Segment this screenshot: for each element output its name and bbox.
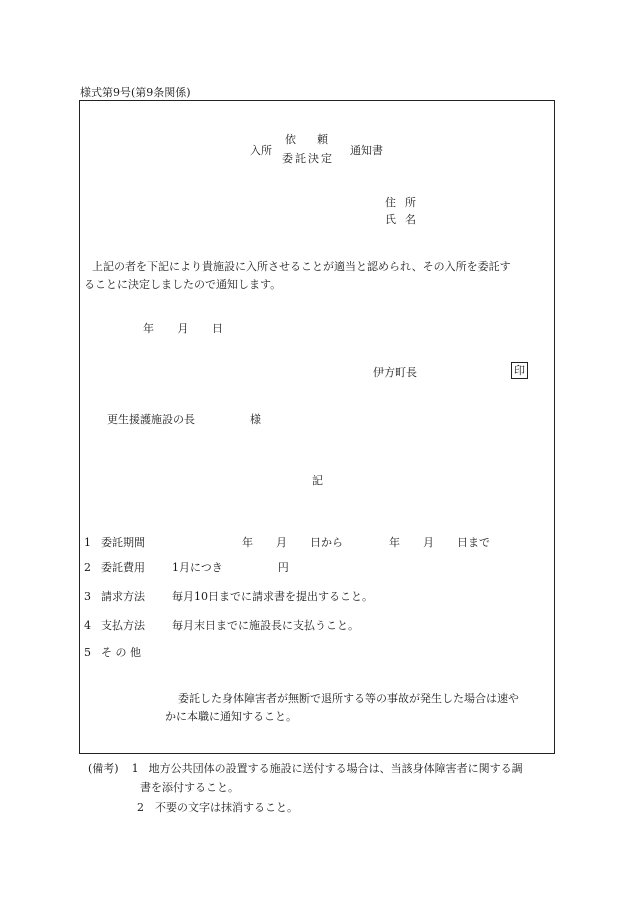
title-prefix: 入所 (250, 144, 272, 157)
remarks-line-1-continued: 書を添付すること。 (140, 781, 239, 794)
title-option-itaku-kettei: 委託決定 (282, 152, 334, 165)
remarks-text-2: 不要の文字は抹消すること。 (155, 801, 298, 814)
item-label: 支払方法 (101, 619, 145, 632)
body-text-line-1: 上記の者を下記により貴施設に入所させることが適当と認められ、その入所を委託す (92, 260, 511, 273)
form-number: 様式第9号(第9条関係) (80, 86, 191, 99)
addressee: 更生援護施設の長 (107, 413, 195, 426)
item-entrust-cost (84, 561, 289, 574)
remarks-number-1: 1 (131, 762, 139, 775)
item-label: 請求方法 (101, 590, 145, 603)
period-year-from: 年 (242, 536, 253, 549)
item-label: 委託期間 (101, 536, 145, 549)
item-value: 毎月10日までに請求書を提出すること。 (172, 590, 373, 603)
period-values (172, 536, 490, 549)
addressee-honorific: 様 (250, 413, 261, 426)
remarks-line-2 (137, 801, 298, 814)
remarks-text-1: 地方公共団体の設置する施設に送付する場合は、当該身体障害者に関する調 (148, 762, 523, 775)
remarks-number-2: 2 (137, 801, 144, 814)
period-month-to: 月 (423, 536, 434, 549)
item-number: 1 (84, 536, 91, 549)
item-value: 毎月末日までに施設長に支払うこと。 (172, 619, 359, 632)
title-option-irai: 依頼 (285, 133, 349, 146)
item-billing-method (84, 590, 373, 603)
period-day-from: 日から (310, 536, 343, 549)
seal-mark: 印 (511, 362, 528, 379)
body-text-line-2: ることに決定しましたので通知します。 (84, 278, 282, 291)
issue-date-line: 年 月 日 (143, 322, 223, 335)
address-label: 住所 (385, 196, 425, 209)
item-number: 5 (84, 646, 91, 659)
period-year-to: 年 (389, 536, 400, 549)
remarks-label: (備考) (88, 762, 119, 775)
item-entrust-period (84, 536, 490, 549)
title-suffix: 通知書 (350, 144, 383, 157)
issuer-title: 伊方町長 (373, 366, 417, 379)
other-note-line-1: 委託した身体障害者が無断で退所する等の事故が発生した場合は速や (178, 692, 519, 705)
period-month-from: 月 (276, 536, 287, 549)
item-number: 2 (84, 561, 91, 574)
item-number: 3 (84, 590, 91, 603)
item-value: 1月につき 円 (172, 561, 289, 574)
remarks-line-1 (88, 762, 523, 775)
item-payment-method (84, 619, 359, 632)
item-label: 委託費用 (101, 561, 145, 574)
name-label: 氏名 (385, 213, 425, 226)
record-heading: 記 (312, 474, 323, 487)
period-day-to: 日まで (457, 536, 490, 549)
item-other (84, 646, 172, 659)
item-number: 4 (84, 619, 91, 632)
item-label: そ の 他 (101, 646, 141, 659)
other-note-line-2: かに本職に通知すること。 (165, 710, 297, 723)
